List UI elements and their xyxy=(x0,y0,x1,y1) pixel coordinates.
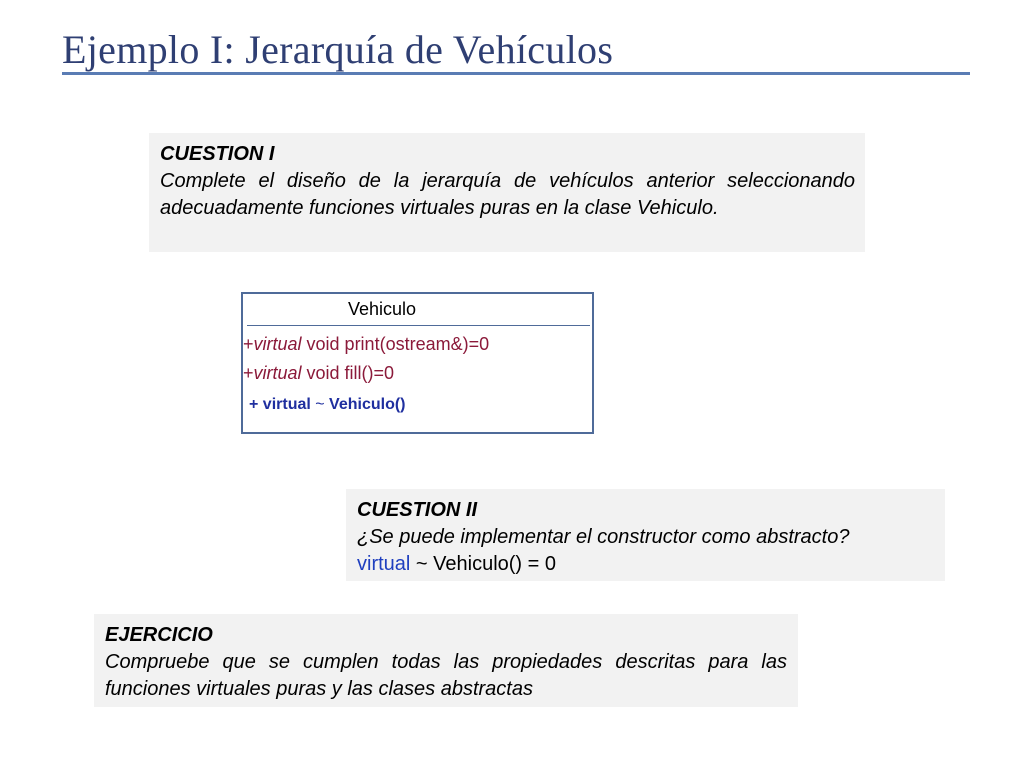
uml-class-vehiculo xyxy=(241,292,594,434)
uml-method-signature: void print(ostream&)=0 xyxy=(301,334,490,354)
uml-method-keyword: virtual xyxy=(253,334,302,354)
cuestion-2-heading: CUESTION II xyxy=(357,499,478,521)
uml-destructor xyxy=(249,396,406,414)
cuestion-1-heading: CUESTION I xyxy=(160,143,275,165)
uml-destructor-name: Vehiculo() xyxy=(329,396,406,413)
uml-method-fill xyxy=(243,363,394,384)
cuestion-2-question: ¿Se puede implementar el constructor como abstracto? xyxy=(357,526,850,548)
uml-method-prefix: + xyxy=(243,334,254,354)
code-keyword: virtual xyxy=(357,553,411,575)
uml-class-name: Vehiculo xyxy=(348,299,417,319)
ejercicio-text: Compruebe que se cumplen todas las propiedades descritas para las funciones virtuales puras y las clases abstractas xyxy=(105,651,787,700)
ejercicio-box xyxy=(94,614,798,707)
cuestion-1-text: Complete el diseño de la jerarquía de vehículos anterior seleccionando adecuadamente funciones virtuales puras en la clase Vehiculo. xyxy=(160,170,855,219)
uml-method-prefix: + xyxy=(243,363,254,383)
cuestion-2-code xyxy=(357,551,935,578)
uml-method-keyword: virtual xyxy=(253,363,302,383)
slide-title: Ejemplo I: Jerarquía de Vehículos xyxy=(62,27,614,72)
title-underline xyxy=(62,72,970,75)
uml-destructor-tilde: ~ xyxy=(310,396,330,413)
cuestion-2-box xyxy=(346,489,945,581)
code-rest: ~ Vehiculo() = 0 xyxy=(410,553,557,575)
cuestion-1-box xyxy=(149,133,865,252)
uml-method-print xyxy=(243,334,489,355)
ejercicio-heading: EJERCICIO xyxy=(105,624,213,646)
uml-method-signature: void fill()=0 xyxy=(301,363,395,383)
uml-separator xyxy=(247,325,590,326)
uml-destructor-keyword: virtual xyxy=(262,396,311,413)
uml-destructor-prefix: + xyxy=(249,396,263,413)
